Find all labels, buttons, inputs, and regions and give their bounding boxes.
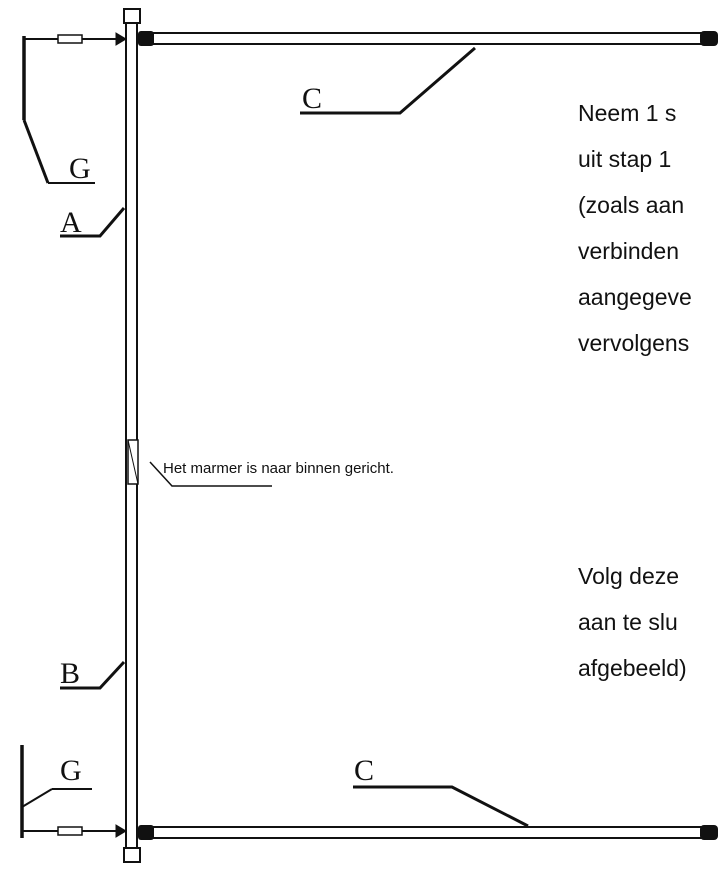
instruction-line: aangegeve	[578, 284, 692, 310]
label-b: B	[60, 657, 81, 690]
instruction-line: afgebeeld)	[578, 655, 687, 681]
instruction-block-1	[578, 90, 723, 366]
instruction-line: aan te slu	[578, 609, 678, 635]
vertical-post	[124, 9, 140, 862]
instruction-line: vervolgens	[578, 330, 690, 356]
top-bar	[138, 31, 718, 46]
instruction-line: (zoals aan	[578, 192, 685, 218]
instruction-line: verbinden	[578, 238, 680, 264]
bottom-bar	[138, 825, 718, 840]
label-g-bottom: G	[60, 754, 82, 787]
label-a: A	[60, 206, 82, 239]
label-g-top: G	[69, 152, 91, 185]
instruction-line: Neem 1 s	[578, 100, 677, 126]
instruction-line: uit stap 1	[578, 146, 672, 172]
instruction-line: Volg deze	[578, 563, 680, 589]
label-c-top: C	[302, 82, 323, 115]
leader-lines	[60, 48, 528, 826]
label-c-bottom: C	[354, 754, 375, 787]
marble-note: Het marmer is naar binnen gericht.	[163, 460, 394, 477]
instruction-block-2	[578, 553, 723, 691]
